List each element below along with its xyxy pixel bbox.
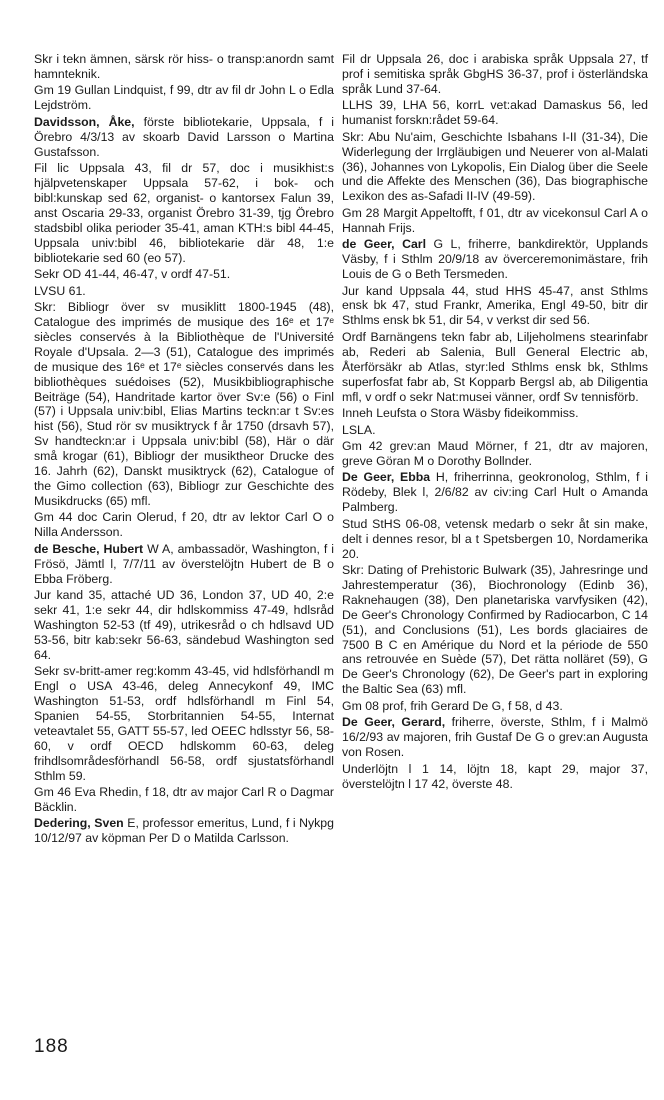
paragraph: Inneh Leufsta o Stora Wäsby fideikommiss. xyxy=(342,406,579,420)
paragraph: Jur kand Uppsala 44, stud HHS 45-47, anst Sthlms ensk bk 47, stud Frankr, Amerika, Engl 49-50, bitr dir Sthlms ensk bk 51, dir 54, v verkst dir sed 56. xyxy=(342,283,648,328)
paragraph: Gm 19 Gullan Lindquist, f 99, dtr av fil dr John L o Edla Lejdström. xyxy=(34,83,334,113)
paragraph: Skr i tekn ämnen, särsk rör hiss- o transp:anordn samt hamnteknik. xyxy=(34,52,334,81)
paragraph: LLHS 39, LHA 56, korrL vet:akad Damaskus 56, led humanist forskn:rådet 59-64. xyxy=(342,98,648,128)
page-number: 188 xyxy=(34,1036,69,1057)
entry-name: de Geer, Carl xyxy=(342,237,427,252)
entry-name: De Geer, Ebba xyxy=(342,470,431,485)
entry-heading-paragraph: Davidsson, Åke, förste bibliotekarie, Uppsala, f i Örebro 4/3/13 av skoarb David Larsson o Martina Gustafsson. xyxy=(34,114,334,159)
right-column xyxy=(342,52,648,793)
entry-name: Davidsson, Åke, xyxy=(34,114,135,129)
entry-heading-paragraph: Dedering, Sven E, professor emeritus, Lund, f i Nykpg 10/12/97 av köpman Per D o Matilda Carlsson. xyxy=(34,816,334,846)
paragraph: Gm 46 Eva Rhedin, f 18, dtr av major Carl R o Dagmar Bäcklin. xyxy=(34,785,334,814)
paragraph: Ordf Barnängens tekn fabr ab, Liljeholmens stearinfabr ab, Rederi ab Salenia, Bull General Electric ab, Återförsäkr ab Atlas, styr:led Sthlms ensk bk, Sthlms superfosfat fabr ab, St Kopparb Bergsl ab, ab Diligentia mfl, v ordf o sekr Nat:musei vänner, ordf Sv tennisförb. xyxy=(342,329,648,404)
entry-heading-paragraph: de Besche, Hubert W A, ambassadör, Washington, f i Frösö, Jämtl l, 7/7/11 av överstelöjtn Hubert de B o Ebba Fröberg. xyxy=(34,541,334,586)
paragraph: Gm 08 prof, frih Gerard De G, f 58, d 43. xyxy=(342,698,563,713)
paragraph: Fil dr Uppsala 26, doc i arabiska språk Uppsala 27, tf prof i semitiska språk GbgHS 36-37, prof i österländska språk Lund 37-64. xyxy=(342,52,648,96)
entry-name: De Geer, Gerard, xyxy=(342,715,446,730)
entry-name: Dedering, Sven xyxy=(34,816,124,831)
paragraph: LSLA. xyxy=(342,422,376,437)
entry-heading-paragraph: De Geer, Gerard, friherre, överste, Sthlm, f i Malmö 16/2/93 av majoren, frih Gustaf De G o grev:an Augusta von Rosen. xyxy=(342,715,648,760)
paragraph: Skr: Abu Nu'aim, Geschichte Isbahans I-II (31-34), Die Widerlegung der Irrgläubigen und Neuerer von al-Malati (36), Johannes von Lykopolis, Ein Dialog über die Seele und die Affekte des Menschen (36), Das biographische Lexikon des as-Safadi II-IV (49-59). xyxy=(342,129,648,204)
paragraph: Skr: Dating of Prehistoric Bulwark (35), Jahresringe und Jahrestemperatur (36), Biochronology (Edinb 36), Raknehaugen (38), Den planetariska varvfysiken (42), De Geer's Chronology Confirmed by Radiocarbon, C 14 (51), and Conclusions (51), Les bords glaciaires de 7500 B C en Amérique du Nord et la période de 550 ans retrouvée en Suède (57), Det rätta nolläret (59), G De Geer's Chronology (62), De Geer's part in exploring the Baltic Sea (63) mfl. xyxy=(342,563,648,697)
paragraph: Sekr sv-britt-amer reg:komm 43-45, vid hdlsförhandl m Engl o USA 43-46, deleg Annecykonf 49, IMC Washington 51-53, ordf hdlsförhandl m Finl 54, Spanien 54-55, Storbritannien 54-55, Internat veteavtalet 55, GATT 55-57, led OEEC hdlsstyr 56, 58-60, v ordf OECD hdlskomm 60-63, deleg frihdlsområdesförhandl 56-58, ordf sjustatsförhandl Sthlm 59. xyxy=(34,664,334,783)
paragraph: Fil lic Uppsala 43, fil dr 57, doc i musikhist:s hjälpvetenskaper Uppsala 57-62, i bok- och bibl:kunskap sed 62, organist- o kantorsex Falun 39, anst Oscaria 29-33, organist Örebro 31-39, tjg Örebro stadsbibl olika perioder 35-41, aman KTH:s bibl 44-45, Uppsala univ:bibl 46, bibliotekarie där 48, 1:e bibliotekarie sed 60 (eo 57). xyxy=(34,161,334,265)
entry-name: de Besche, Hubert xyxy=(34,541,144,556)
entry-heading-paragraph: De Geer, Ebba H, friherrinna, geokronolog, Sthlm, f i Rödeby, Blek l, 2/6/82 av civ:ing Carl Hult o Amanda Palmberg. xyxy=(342,470,648,515)
entry-heading-paragraph: de Geer, Carl G L, friherre, bankdirektör, Upplands Väsby, f i Sthlm 20/9/18 av överceremonimästare, frih Louis de G o Beth Tersmeden. xyxy=(342,237,648,282)
paragraph: Skr: Bibliogr över sv musiklitt 1800-1945 (48), Catalogue des imprimés de musique des 16ᵉ et 17ᵉ siècles conservés à la Bibliothèque de l'Université Royale d'Upsala. 2—3 (51), Catalogue des imprimés de musique des 16ᵉ et 17ᵉ siècles conservés dans les bibliothèques suédoises (52), Musikbibliographische Beiträge (54), Handritade kartor över Sv:e (56) o Finl (57) i Uppsala univ:bibl, Elias Martins teckn:ar t Sv:es hist (56), Stud rör sv musiktryck f år 1750 (drsavh 57), Sv handteckn:ar i Uppsala univ:bibl (58), Här o där små krogar (61), Bibliogr der musiktheor Drucke des 16. Jahrh (62), Danskt musiktryck (62), Catalogue of the Gimo collection (63), Bibliogr zur Geschichte des Musikdrucks (65) mfl. xyxy=(34,300,334,508)
paragraph: Jur kand 35, attaché UD 36, London 37, UD 40, 2:e sekr 41, 1:e sekr 44, dir hdlskommiss 47-49, hdlsråd Washington 52-53 (tf 49), utrikesråd o ch hdlsavd UD 53-56, bitr kab:sekr 56-63, sändebud Washington sed 64. xyxy=(34,588,334,662)
left-column xyxy=(34,52,334,848)
paragraph: Sekr OD 41-44, 46-47, v ordf 47-51. xyxy=(34,267,231,282)
paragraph: LVSU 61. xyxy=(34,283,86,298)
paragraph: Gm 28 Margit Appeltofft, f 01, dtr av vicekonsul Carl A o Hannah Frijs. xyxy=(342,205,648,235)
paragraph: Stud StHS 06-08, vetensk medarb o sekr åt sin make, delt i dennes resor, bl a t Spetsbergen 10, Nordamerika 20. xyxy=(342,516,648,561)
paragraph: Gm 42 grev:an Maud Mörner, f 21, dtr av majoren, greve Göran M o Dorothy Bollnder. xyxy=(342,439,648,468)
paragraph: Underlöjtn l 1 14, löjtn 18, kapt 29, major 37, överstelöjtn l 17 42, överste 48. xyxy=(342,761,648,791)
paragraph: Gm 44 doc Carin Olerud, f 20, dtr av lektor Carl O o Nilla Andersson. xyxy=(34,510,334,540)
